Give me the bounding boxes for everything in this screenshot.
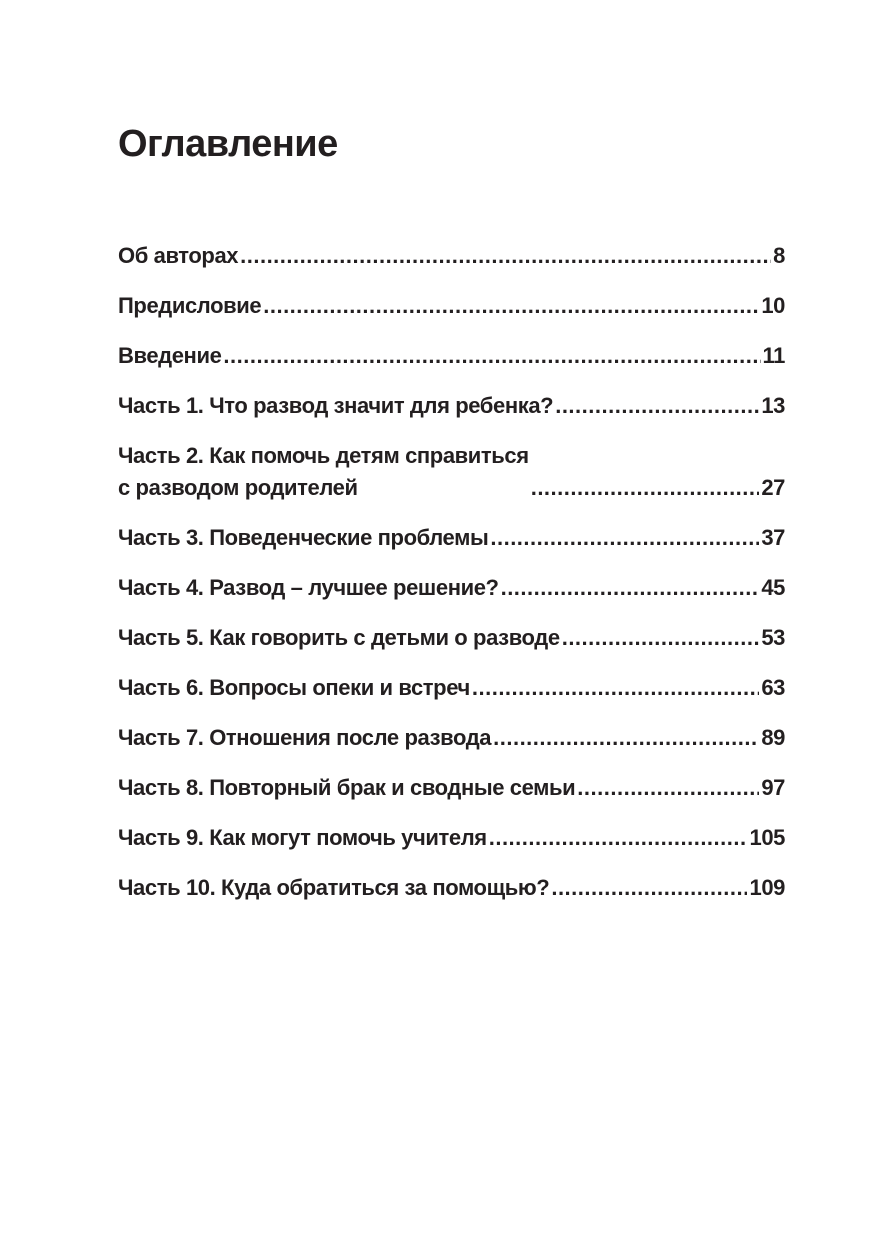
toc-entry-page-number: 13	[761, 393, 785, 418]
toc-entry-page-number: 45	[761, 575, 785, 600]
toc-entry-part-3[interactable]	[118, 522, 785, 554]
toc-entry-label: Часть 9. Как могут помочь учителя	[118, 825, 487, 850]
dot-leader	[489, 822, 748, 854]
dot-leader	[531, 472, 760, 504]
toc-entry-label: Часть 6. Вопросы опеки и встреч	[118, 675, 470, 700]
toc-entry-label: Предисловие	[118, 293, 262, 318]
toc-entry-page-number: 8	[773, 243, 785, 268]
toc-entry-label-line-2: с разводом родителей	[118, 475, 358, 500]
toc-entry-page-number: 11	[762, 343, 785, 368]
toc-entry-label: Об авторах	[118, 243, 239, 268]
dot-leader	[493, 722, 759, 754]
dot-leader	[490, 522, 759, 554]
toc-entry-part-1[interactable]	[118, 390, 785, 422]
toc-entry-part-10[interactable]	[118, 872, 785, 904]
dot-leader	[263, 290, 759, 322]
dot-leader	[240, 240, 771, 272]
toc-entry-about-authors[interactable]	[118, 240, 785, 272]
toc-entry-page-number: 53	[761, 625, 785, 650]
toc-entry-label: Часть 1. Что развод значит для ребенка?	[118, 393, 554, 418]
toc-entry-label-line-1: Часть 2. Как помочь детям справиться	[118, 443, 529, 468]
dot-leader	[223, 340, 760, 372]
toc-entry-page-number: 105	[749, 825, 785, 850]
toc-entry-part-5[interactable]	[118, 622, 785, 654]
toc-entry-part-9[interactable]	[118, 822, 785, 854]
toc-entry-label: Часть 8. Повторный брак и сводные семьи	[118, 775, 576, 800]
toc-entry-label: Часть 7. Отношения после развода	[118, 725, 492, 750]
dot-leader	[577, 772, 759, 804]
toc-entry-page-number: 97	[761, 775, 785, 800]
toc-entry-page-number: 63	[761, 675, 785, 700]
toc-entry-preface[interactable]	[118, 290, 785, 322]
toc-entry-part-8[interactable]	[118, 772, 785, 804]
page-title: Оглавление	[118, 123, 338, 165]
toc-entry-page-number: 89	[761, 725, 785, 750]
dot-leader	[501, 572, 760, 604]
toc-entry-part-7[interactable]	[118, 722, 785, 754]
toc-entry-page-number: 27	[761, 475, 785, 500]
toc-entry-label: Часть 10. Куда обратиться за помощью?	[118, 875, 550, 900]
toc-entry-page-number: 10	[761, 293, 785, 318]
toc-entry-page-number: 109	[749, 875, 785, 900]
toc-entry-page-number: 37	[761, 525, 785, 550]
dot-leader	[551, 872, 747, 904]
toc-entry-introduction[interactable]	[118, 340, 785, 372]
dot-leader	[472, 672, 759, 704]
toc-entry-part-6[interactable]	[118, 672, 785, 704]
toc-entry-part-2[interactable]	[118, 440, 785, 504]
table-of-contents	[118, 240, 785, 922]
toc-entry-label: Часть 5. Как говорить с детьми о разводе	[118, 625, 560, 650]
toc-entry-part-4[interactable]	[118, 572, 785, 604]
toc-entry-label: Часть 3. Поведенческие проблемы	[118, 525, 489, 550]
toc-entry-label: Часть 4. Развод – лучшее решение?	[118, 575, 499, 600]
toc-entry-label: Введение	[118, 343, 222, 368]
dot-leader	[562, 622, 760, 654]
toc-entry-label	[118, 440, 529, 504]
dot-leader	[555, 390, 759, 422]
